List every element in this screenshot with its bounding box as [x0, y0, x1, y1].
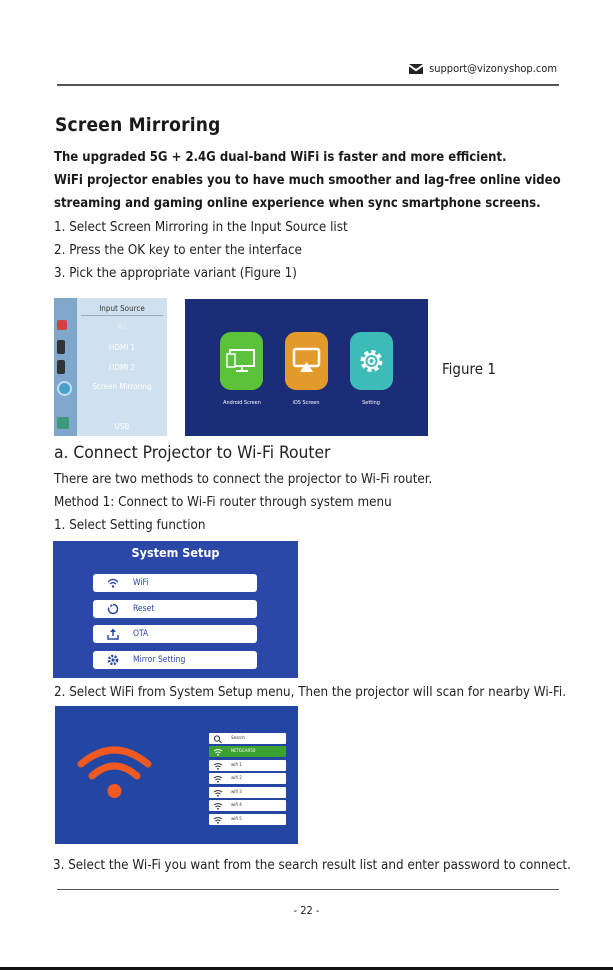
setup-item-label: WiFi — [133, 578, 149, 588]
search-label: Search — [231, 736, 245, 741]
system-setup-title: System Setup — [131, 545, 220, 560]
step-line: 2. Select WiFi from System Setup menu, Then the projector will scan for nearby Wi-Fi. — [54, 685, 567, 700]
gear-icon — [107, 654, 119, 666]
wifi-network-name: NETGEAR50 — [231, 749, 256, 754]
step-line: 3. Select the Wi-Fi you want from the search result list and enter password to connect. — [53, 858, 571, 873]
section-line: Method 1: Connect to Wi-Fi router through system menu — [54, 495, 392, 510]
wifi-network-name: wifi 4 — [231, 803, 242, 808]
email-text: support@vizonyshop.com — [429, 62, 557, 75]
mirroring-icon — [57, 381, 72, 396]
setup-item-label: Mirror Setting — [133, 655, 186, 665]
wifi-network-item[interactable] — [209, 800, 286, 811]
setup-item-mirror-setting[interactable] — [93, 651, 257, 669]
reset-icon — [107, 603, 119, 615]
wifi-network-name: wifi 3 — [231, 790, 242, 795]
wifi-icon — [213, 775, 223, 783]
wifi-icon — [107, 577, 119, 589]
source-item-screen-mirroring[interactable]: Screen Mirroring — [92, 382, 152, 391]
section-heading: a. Connect Projector to Wi-Fi Router — [54, 443, 331, 463]
wifi-icon — [213, 816, 223, 824]
source-item-usb[interactable]: USB — [114, 422, 130, 431]
divider — [81, 315, 163, 316]
envelope-icon — [409, 64, 423, 74]
wifi-icon — [213, 762, 223, 770]
step-line: 3. Pick the appropriate variant (Figure 1) — [54, 266, 297, 281]
step-line: 2. Press the OK key to enter the interface — [54, 243, 302, 258]
wifi-network-name: wifi 5 — [231, 817, 242, 822]
setup-item-label: OTA — [133, 629, 149, 639]
source-item-av[interactable]: AV — [117, 322, 127, 331]
av-cable-icon — [57, 320, 67, 330]
wifi-network-name: wifi 1 — [231, 763, 242, 768]
wifi-scan-panel — [55, 706, 298, 844]
wifi-network-item[interactable] — [209, 773, 286, 784]
gear-icon — [350, 332, 393, 390]
page-number: - 22 - — [293, 904, 320, 917]
wifi-network-item[interactable] — [209, 814, 286, 825]
wifi-icon — [213, 789, 223, 797]
setting-tile[interactable] — [350, 332, 393, 390]
intro-line: The upgraded 5G + 2.4G dual-band WiFi is faster and more efficient. — [54, 150, 507, 165]
source-item-hdmi1[interactable]: HDMI 1 — [108, 343, 136, 352]
wifi-icon — [213, 802, 223, 810]
setup-item-label: Reset — [133, 604, 155, 614]
wifi-icon — [213, 748, 223, 756]
header-divider — [57, 84, 559, 86]
hdmi-icon — [57, 340, 65, 354]
upload-icon — [107, 628, 119, 640]
search-icon — [213, 735, 223, 743]
mirroring-launcher-panel — [185, 299, 428, 436]
section-line: There are two methods to connect the projector to Wi-Fi router. — [54, 472, 433, 487]
usb-icon — [57, 417, 69, 429]
setup-item-wifi[interactable] — [93, 574, 257, 592]
source-item-hdmi2[interactable]: HDMI 2 — [108, 363, 136, 372]
source-list — [77, 298, 167, 436]
page-title: Screen Mirroring — [55, 114, 221, 136]
contact-email[interactable] — [409, 62, 557, 75]
source-list-title: Input Source — [99, 304, 145, 313]
setup-item-ota[interactable] — [93, 625, 257, 643]
wifi-network-name: wifi 2 — [231, 776, 242, 781]
setup-item-reset[interactable] — [93, 600, 257, 618]
intro-line: WiFi projector enables you to have much smoother and lag-free online video — [54, 173, 561, 188]
section-line: 1. Select Setting function — [54, 518, 206, 533]
wifi-network-item[interactable] — [209, 746, 286, 757]
input-source-panel — [54, 298, 167, 436]
setting-label: Setting — [362, 400, 380, 406]
hdmi-icon — [57, 360, 65, 374]
android-screen-tile[interactable] — [220, 332, 263, 390]
ios-screen-label: iOS Screen — [292, 400, 320, 406]
airplay-icon — [285, 332, 328, 390]
large-wifi-icon — [77, 744, 152, 802]
android-screen-icon — [220, 332, 263, 390]
system-setup-panel — [53, 541, 298, 678]
intro-line: streaming and gaming online experience when sync smartphone screens. — [54, 196, 541, 211]
wifi-network-item[interactable] — [209, 760, 286, 771]
wifi-search-row[interactable] — [209, 733, 286, 744]
footer-divider — [57, 889, 559, 890]
android-screen-label: Android Screen — [223, 400, 261, 406]
ios-screen-tile[interactable] — [285, 332, 328, 390]
wifi-network-item[interactable] — [209, 787, 286, 798]
figure-caption: Figure 1 — [442, 360, 496, 378]
step-line: 1. Select Screen Mirroring in the Input Source list — [54, 220, 348, 235]
